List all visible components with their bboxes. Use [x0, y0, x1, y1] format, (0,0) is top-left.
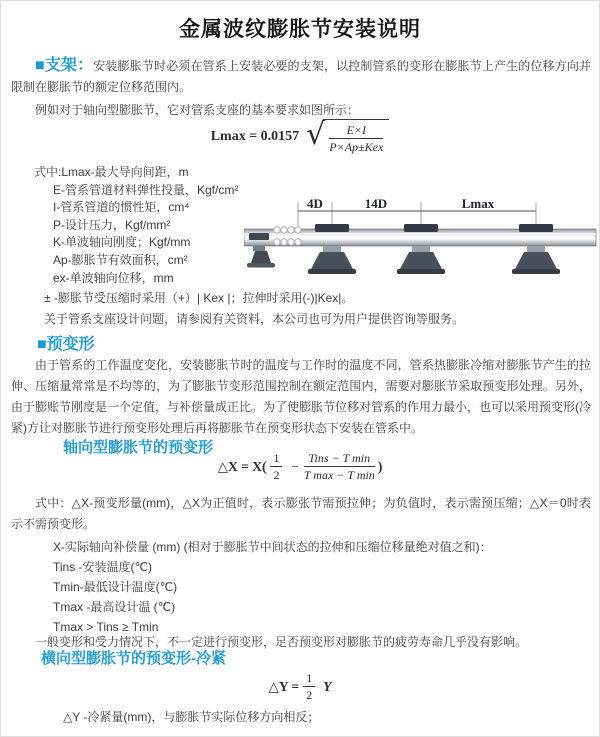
fraction-denominator: P×Ap±Kex [329, 140, 384, 154]
axial-predeform-formula [1, 451, 599, 482]
section-marker-icon: ■ [35, 57, 45, 74]
half-fraction: $\frac{1}{2}$ [270, 451, 282, 482]
predeform-section-heading: ■预变形 [37, 336, 95, 353]
definition-line: E-管系管道材料弹性投量，Kgf/cm² [53, 182, 239, 197]
consulting-note-line: 关于管系支座设计问题，请参阅有关资料，本公司也可为用户提供咨询等服务。 [44, 312, 465, 327]
dim-label-lmax: Lmax [461, 196, 495, 211]
definition-line: X-实际轴向补偿量 (mm) (相对于膨胀节中间状态的拉伸和压缩位移量绝对值之和)： [53, 540, 492, 554]
formula-fraction [329, 123, 383, 154]
half-fraction: $\frac{1}{2}$ [303, 671, 315, 702]
formula-lhs: △X = X( [217, 458, 267, 474]
definition-line: P-设计压力，Kgf/mm² [53, 217, 171, 232]
axial-note-line: 一般变形和受力情况下，不一定进行预变形，足否预变形对膨胀节的疲劳寿命几乎没有影响。 [35, 635, 528, 649]
lateral-subsection-heading: 横向型膨胀节的预变形-冷紧 [41, 650, 226, 667]
fraction-numerator: E×I [329, 123, 383, 139]
axial-where-paragraph: 式中：△X-预变形量(mm)，△X为正值时，表示膨张节需预拉伸；为负值时，表示需预压缩；△X＝0时表示不需预变形。 [11, 496, 591, 531]
formula-rhs: Y [323, 678, 332, 694]
right-paren: ) [377, 458, 383, 474]
dim-label-14d: 14D [364, 196, 388, 211]
sqrt-radical [306, 119, 389, 154]
temperature-fraction: $\frac{\text{Tins − T min}}{\text{T max − T min}}$ [303, 451, 375, 482]
definition-line: ex-单波轴向位移，mm [53, 270, 174, 285]
definition-line: Tmax -最高设计温 (℃) [53, 600, 176, 614]
support-paragraph [11, 55, 591, 98]
section-marker-icon: ■ [37, 336, 47, 353]
support-example-line: 例如对于轴向型膨胀节，它对管系支座的基本要求如图所示： [35, 103, 360, 117]
support-section-heading: ■支架： [35, 57, 94, 74]
sign-convention-line: ± -膨胀节受压缩时采用（+）| Kex |；拉伸时采用(-)|Kex|。 [44, 291, 354, 306]
axial-definitions [53, 537, 492, 637]
lateral-predeform-formula [1, 671, 599, 702]
definition-line: Ap-膨胀节有效面积，cm² [53, 252, 188, 267]
lateral-note-line: △Y -冷紧量(mm)，与膨胀节实际位移方向相反； [63, 710, 320, 724]
sqrt-symbol-icon: √ [306, 117, 326, 152]
definition-line: K-单波轴向刚度；Kgf/mm [53, 235, 191, 250]
dim-label-4d: 4D [307, 196, 323, 211]
definition-line: Tmax > Tins ≥ Tmin [53, 620, 159, 634]
definition-where-line: 式中:Lmax-最大导向间距，m [34, 165, 189, 179]
definition-line: Tmin-最低设计温度(℃) [53, 580, 178, 594]
formula-lhs: Lmax = 0.0157 [210, 128, 300, 144]
predeform-paragraph: 由于管系的工作温度变化，安装膨胀节时的温度与工作时的温度不同，管系热膨胀冷缩对膨胀节产生的拉伸、压缩量常常是不均等的，为了膨胀节变形范围控制在额定范围内，需要对膨胀节采取预变形处理。另外，由于膨账节刚度是一个定值，与补偿量成正比。为了使膨胀节位移对管系的作用力最小，也可以采用预变形(冷紧)方让对膨胀节进行预变形处理后再将膨胀节在预变形状态下安装在管系中。 [11, 358, 592, 435]
axial-subsection-heading: 轴向型膨胀节的预变形 [63, 439, 214, 456]
formula-lhs: △Y = [268, 678, 300, 694]
definition-line: Tins -安装温度(℃) [53, 560, 153, 574]
definition-line: I-管系管道的惯性矩，cm⁴ [53, 200, 190, 215]
support-spacing-diagram [244, 195, 598, 287]
support-body-text: 安装膨胀节时必须在管系上安装必要的支架，以控制管系的变形在膨胀节上产生的位移方向并限制在膨胀节的额定位移范围内。 [11, 59, 591, 94]
minus-operator: − [291, 458, 299, 474]
lmax-formula [1, 119, 599, 154]
page-title: 金属波纹膨胀节安装说明 [179, 18, 421, 41]
